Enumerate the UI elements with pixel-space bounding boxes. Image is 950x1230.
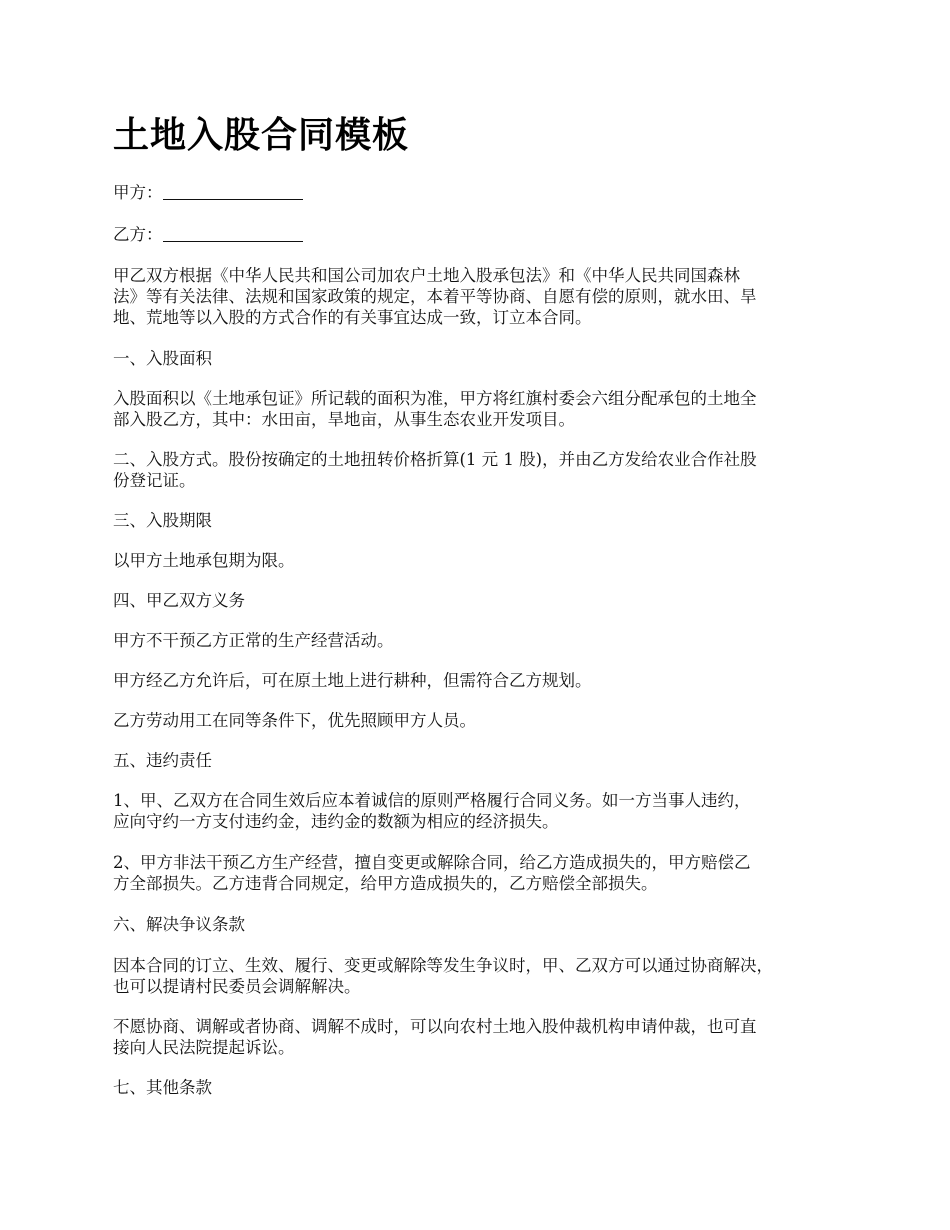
text-line: 因本合同的订立、生效、履行、变更或解除等发生争议时，甲、乙双方可以通过协商解决， [113,956,773,975]
text-line: 2、甲方非法干预乙方生产经营，擅自变更或解除合同，给乙方造成损失的，甲方赔偿乙 [113,853,751,872]
text-line: 方全部损失。乙方违背合同规定，给甲方造成损失的，乙方赔偿全部损失。 [113,874,658,893]
section-5-heading: 五、违约责任 [113,751,212,770]
section-7-heading: 七、其他条款 [113,1078,212,1097]
party-b-label: 乙方： [113,225,163,244]
text-line: 部入股乙方，其中：水田亩，旱地亩，从事生态农业开发项目。 [113,410,575,429]
party-a-line [113,182,848,203]
section-4-item-1: 甲方不干预乙方正常的生产经营活动。 [113,631,394,650]
text-line: 也可以提请村民委员会调解解决。 [113,977,361,996]
text-line: 甲乙双方根据《中华人民共和国公司加农户土地入股承包法》和《中华人民共同国森林 [113,266,740,285]
party-a-label: 甲方： [113,183,163,202]
party-b-line [113,224,848,245]
section-5-item-2 [113,852,848,894]
text-line: 入股面积以《土地承包证》所记载的面积为准，甲方将红旗村委会六组分配承包的土地全 [113,389,757,408]
section-1-heading: 一、入股面积 [113,349,212,368]
text-line: 份登记证。 [113,471,196,490]
section-6-heading: 六、解决争议条款 [113,915,245,934]
section-3-heading: 三、入股期限 [113,511,212,530]
section-4-heading: 四、甲乙双方义务 [113,591,245,610]
party-a-blank [163,185,303,200]
text-line: 二、入股方式。股份按确定的土地扭转价格折算(1 元 1 股)，并由乙方发给农业合作社股 [113,450,757,469]
section-4-item-2: 甲方经乙方允许后，可在原土地上进行耕种，但需符合乙方规划。 [113,671,592,690]
section-4-item-3: 乙方劳动用工在同等条件下，优先照顾甲方人员。 [113,711,476,730]
text-line: 1、甲、乙双方在合同生效后应本着诚信的原则严格履行合同义务。如一方当事人违约， [113,791,751,810]
text-line: 接向人民法院提起诉讼。 [113,1038,295,1057]
intro-paragraph [113,265,848,328]
section-2-body [113,449,848,491]
section-6-item-2 [113,1016,848,1058]
text-line: 法》等有关法律、法规和国家政策的规定，本着平等协商、自愿有偿的原则，就水田、旱 [113,287,757,306]
section-1-body [113,388,848,430]
section-5-item-1 [113,790,848,832]
section-6-item-1 [113,955,848,997]
text-line: 地、荒地等以入股的方式合作的有关事宜达成一致，订立本合同。 [113,308,592,327]
text-line: 不愿协商、调解或者协商、调解不成时，可以向农村土地入股仲裁机构申请仲裁，也可直 [113,1017,757,1036]
party-b-blank [163,227,303,242]
document-title: 土地入股合同模板 [113,115,410,156]
section-3-body: 以甲方土地承包期为限。 [113,551,295,570]
text-line: 应向守约一方支付违约金，违约金的数额为相应的经济损失。 [113,812,559,831]
